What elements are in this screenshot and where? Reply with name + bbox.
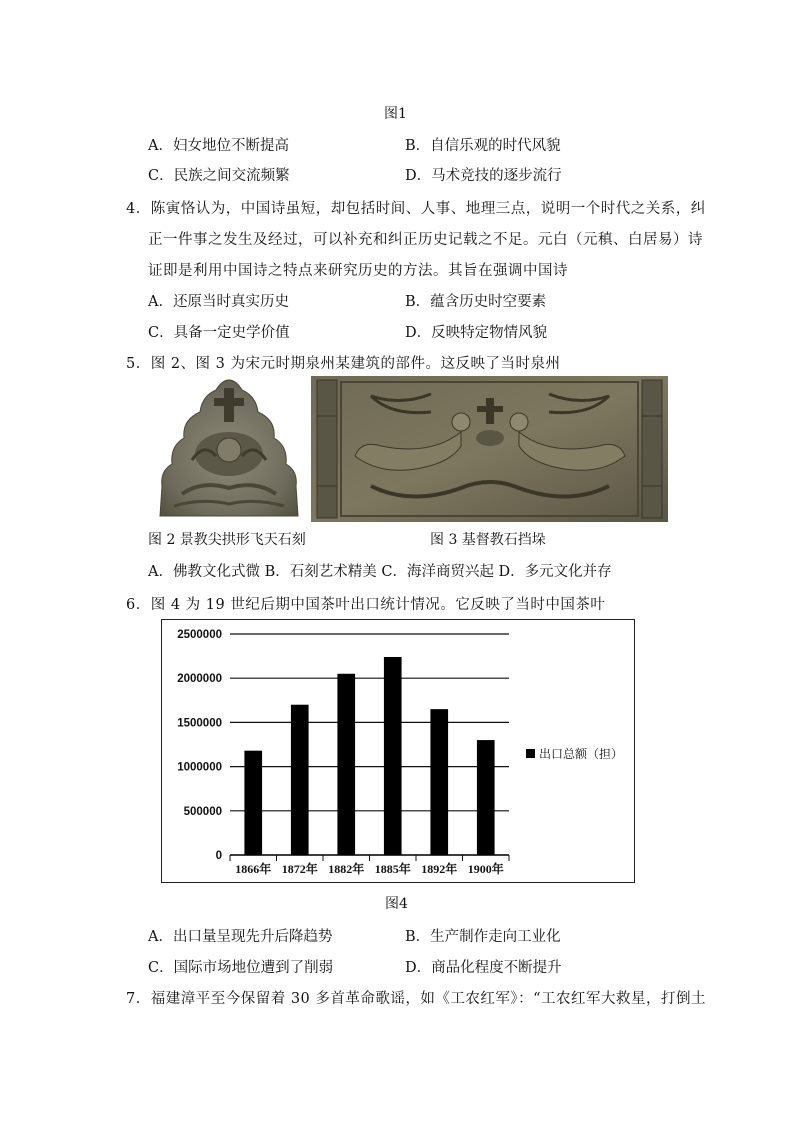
bar-chart-svg xyxy=(162,620,633,881)
x-tick-label: 1872年 xyxy=(281,862,318,876)
q3-option-d: D．马术竞技的逐步流行 xyxy=(405,168,562,184)
legend-label: 出口总额（担） xyxy=(539,747,624,761)
bar xyxy=(477,740,495,855)
q6-option-c: C．国际市场地位遭到了削弱 xyxy=(148,960,334,976)
q3-option-b: B．自信乐观的时代风貌 xyxy=(405,138,561,154)
bar xyxy=(244,751,262,855)
figure-4-caption: 图4 xyxy=(385,896,408,912)
y-tick-label: 1500000 xyxy=(177,717,222,730)
bar xyxy=(291,705,309,855)
q6-option-d: D．商品化程度不断提升 xyxy=(405,960,562,976)
y-tick-label: 0 xyxy=(215,850,222,862)
figure-4-chart xyxy=(161,619,635,883)
x-tick-label: 1892年 xyxy=(421,862,458,876)
q6-stem: 6．图 4 为 19 世纪后期中国茶叶出口统计情况。它反映了当时中国茶叶 xyxy=(126,597,606,613)
legend-swatch xyxy=(526,749,535,758)
y-tick-label: 2000000 xyxy=(177,673,222,686)
bar xyxy=(337,674,355,855)
q4-option-d: D．反映特定物情风貌 xyxy=(405,325,548,341)
q6-option-a: A．出口量呈现先升后降趋势 xyxy=(148,929,333,945)
q5-stem: 5．图 2、图 3 为宋元时期泉州某建筑的部件。这反映了当时泉州 xyxy=(126,356,561,372)
q6-option-b: B．生产制作走向工业化 xyxy=(405,929,561,945)
q7-stem-line-1: 7．福建漳平至今保留着 30 多首革命歌谣，如《工农红军》：“工农红军大救星，打倒土 xyxy=(126,991,707,1007)
x-tick-label: 1866年 xyxy=(235,862,272,876)
x-tick-label: 1882年 xyxy=(328,862,365,876)
q4-stem-line-2: 正一件事之发生及经过，可以补充和纠正历史记载之不足。元白（元稹、白居易）诗 xyxy=(148,232,703,248)
y-tick-label: 500000 xyxy=(183,805,222,818)
y-tick-label: 1000000 xyxy=(177,761,222,774)
q4-stem-line-1: 4．陈寅恪认为，中国诗虽短，却包括时间、人事、地理三点，说明一个时代之关系，纠 xyxy=(126,201,706,217)
figure-2-stone-carving-image xyxy=(152,376,306,522)
figure-2-caption: 图 2 景教尖拱形飞天石刻 xyxy=(148,532,306,548)
q3-option-c: C．民族之间交流频繁 xyxy=(148,168,290,184)
q3-option-a: A．妇女地位不断提高 xyxy=(148,138,289,154)
figure-3-caption: 图 3 基督教石挡垛 xyxy=(430,532,546,548)
x-tick-label: 1900年 xyxy=(467,862,504,876)
y-tick-label: 2500000 xyxy=(177,629,222,641)
q4-stem-line-3: 证即是利用中国诗之特点来研究历史的方法。其旨在强调中国诗 xyxy=(148,263,568,279)
figure-1-caption: 图1 xyxy=(384,106,407,122)
figure-3-stone-frieze-image xyxy=(311,376,668,522)
q4-option-b: B．蕴含历史时空要素 xyxy=(405,294,547,310)
q4-option-a: A．还原当时真实历史 xyxy=(148,294,289,310)
bar xyxy=(384,657,402,855)
x-tick-label: 1885年 xyxy=(374,862,411,876)
q5-options: A．佛教文化式微 B．石刻艺术精美 C．海洋商贸兴起 D．多元文化并存 xyxy=(148,564,612,580)
q4-option-c: C．具备一定史学价值 xyxy=(148,325,290,341)
bar xyxy=(430,709,448,855)
